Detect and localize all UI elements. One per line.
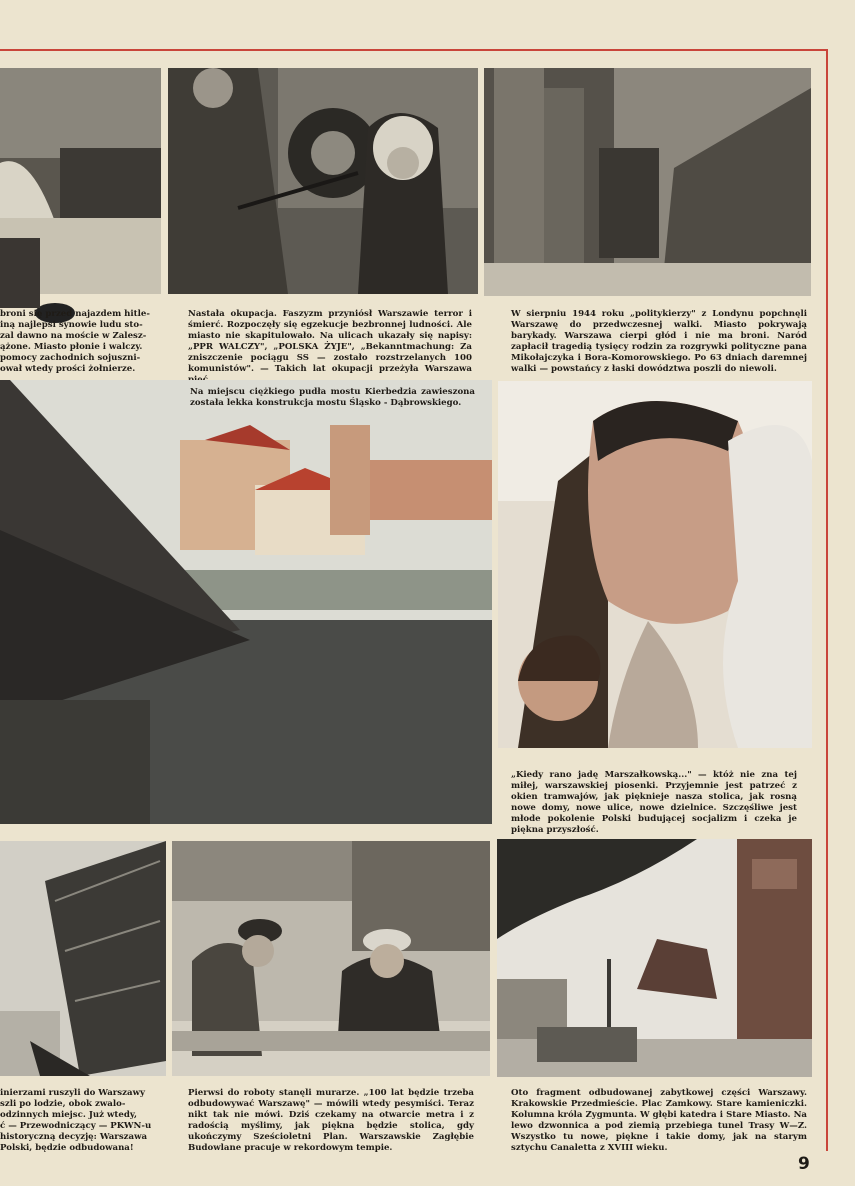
photo-ruined-bridge bbox=[0, 841, 166, 1076]
caption-return: inierzami ruszyli do Warszawy szli po lodzie, obok zwalo- odzinnych miejsc. Już wtedy, ć — Przewodniczący — PKWN-u historyczną decyzję: Warszawa Polski, będzie odbudowana! bbox=[0, 1088, 152, 1153]
photo-bricklayers bbox=[172, 841, 490, 1076]
caption-old-town: Oto fragment odbudowanej zabytkowej części Warszawy. Krakowskie Przedmieście. Plac Zamkowy. Stare kamieniczki. Kolumna króla Zygmunta. W głębi katedra i Stare Miasto. Na lewo dzwonnica a pod ziemią przebiega tunel Trasy W—Z. Wszystko tu nowe, piękne i takie domy, jak na starym sztychu Canaletta z XVIII wieku. bbox=[511, 1088, 807, 1153]
page-number: 9 bbox=[798, 1154, 810, 1174]
photo-tram-passengers bbox=[498, 381, 812, 748]
caption-bricklayers: Pierwsi do roboty stanęli murarze. „100 lat będzie trzeba odbudowywać Warszawę" — mówili wtedy pesymiści. Teraz nikt tak nie mówi. Dziś czekamy na otwarcie metra i z radością myślimy, jak piękna będzie stolica, gdy ukończymy Sześcioletni Plan. Warszawskie Zagłębie Budowlane pracuje w rekordowym tempie. bbox=[188, 1088, 474, 1153]
caption-occupation: Nastała okupacja. Faszyzm przyniósł Warszawie terror i śmierć. Rozpoczęły się egzekucje bezbronnej ludności. Ale miasto nie skapitulowało. Na ulicach ukazały się napisy: „PPR WALCZY", „POLSKA ŻYJE", „Bekanntmachung: Za zniszczenie pociągu SS — zostało rozstrzelanych 100 komunistów". — Takich lat okupacji przeżyła Warszawa bbox=[188, 309, 472, 374]
photo-bridge-slasko-dabrowski bbox=[0, 380, 492, 824]
photo-uprising-barricade bbox=[484, 68, 811, 296]
photo-krakowskie-przedmiescie bbox=[497, 839, 812, 1077]
caption-uprising: W sierpniu 1944 roku „politykierzy" z Londynu popchnęli Warszawę do przedwczesnej walki. Miasto pokrywają barykady. Warszawa cierpi głód i nie ma broni. Naród zapłacił tragedią tysięcy rodzin za rozgrywki polityczne pana Mikołajczyka i Bora-Komorowskiego. Po 63 dniach daremnej walki — powstańcy z łaski dowództwa poszli do niewoli. bbox=[511, 309, 807, 374]
caption-defense: broni się przed najazdem hitle- iną najlepsi synowie ludu sto- zal dawno na moście w Zalesz- ążone. Miasto płonie i walczy. pomocy zachodnich sojuszni- ował wtedy prości żołnierze. bbox=[0, 309, 150, 374]
photo-occupation-woman bbox=[168, 68, 478, 294]
photo-soldier-helmet bbox=[0, 68, 161, 294]
caption-bridge: Na miejscu ciężkiego pudła mostu Kierbedzia zawieszona została lekka konstrukcja mostu Śląsko - Dąbrowskiego. bbox=[190, 387, 475, 408]
caption-marszalkowska: „Kiedy rano jadę Marszałkowską..." — któż nie zna tej miłej, warszawskiej piosenki. Przyjemnie jest patrzeć z okien tramwajów, jak pięknieje nasza stolica, jak rosną nowe domy, nowe ulice, nowe dzielnice. Szczęśliwe jest młode pokolenie Polski budującej socjalizm i czeka je piękna przyszłość. bbox=[511, 770, 797, 835]
